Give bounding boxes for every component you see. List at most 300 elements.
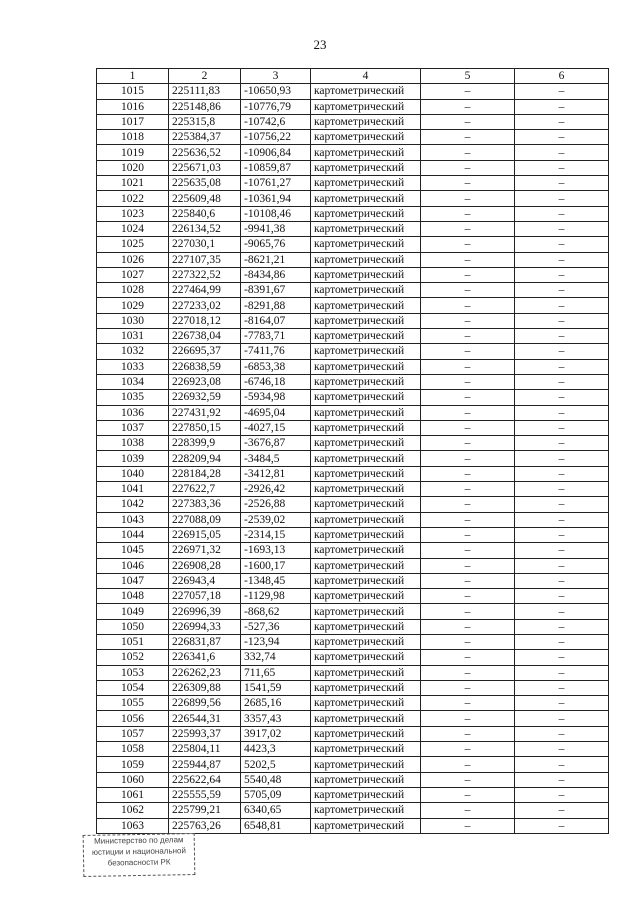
point-number-cell: 1029 <box>97 298 169 313</box>
method-cell: картометрический <box>311 482 421 497</box>
coordinates-table <box>96 68 609 834</box>
point-number-cell: 1059 <box>97 757 169 772</box>
column-6-cell: – <box>515 206 609 221</box>
table-row <box>97 84 609 99</box>
table-row <box>97 221 609 236</box>
table-row <box>97 176 609 191</box>
table-row <box>97 619 609 634</box>
point-number-cell: 1037 <box>97 420 169 435</box>
column-5-cell: – <box>421 436 515 451</box>
method-cell: картометрический <box>311 696 421 711</box>
table-row <box>97 803 609 818</box>
table-row <box>97 359 609 374</box>
table-row <box>97 267 609 282</box>
method-cell: картометрический <box>311 405 421 420</box>
x-coordinate-cell: 226908,28 <box>169 558 241 573</box>
column-header: 4 <box>311 69 421 84</box>
method-cell: картометрический <box>311 680 421 695</box>
table-row <box>97 145 609 160</box>
method-cell: картометрический <box>311 711 421 726</box>
point-number-cell: 1019 <box>97 145 169 160</box>
column-6-cell: – <box>515 711 609 726</box>
y-coordinate-cell: 4423,3 <box>241 742 311 757</box>
method-cell: картометрический <box>311 298 421 313</box>
method-cell: картометрический <box>311 634 421 649</box>
x-coordinate-cell: 226943,4 <box>169 573 241 588</box>
column-5-cell: – <box>421 405 515 420</box>
x-coordinate-cell: 225622,64 <box>169 772 241 787</box>
y-coordinate-cell: -8621,21 <box>241 252 311 267</box>
column-6-cell: – <box>515 420 609 435</box>
column-6-cell: – <box>515 543 609 558</box>
y-coordinate-cell: -6853,38 <box>241 359 311 374</box>
method-cell: картометрический <box>311 176 421 191</box>
column-6-cell: – <box>515 359 609 374</box>
table-row <box>97 390 609 405</box>
table-row <box>97 482 609 497</box>
table-row <box>97 283 609 298</box>
table-row <box>97 787 609 802</box>
table-body <box>97 84 609 834</box>
point-number-cell: 1025 <box>97 237 169 252</box>
column-5-cell: – <box>421 145 515 160</box>
table-row <box>97 604 609 619</box>
y-coordinate-cell: -5934,98 <box>241 390 311 405</box>
point-number-cell: 1022 <box>97 191 169 206</box>
column-5-cell: – <box>421 619 515 634</box>
method-cell: картометрический <box>311 604 421 619</box>
column-6-cell: – <box>515 298 609 313</box>
table-row <box>97 160 609 175</box>
column-6-cell: – <box>515 191 609 206</box>
table-row <box>97 680 609 695</box>
column-5-cell: – <box>421 818 515 833</box>
column-6-cell: – <box>515 650 609 665</box>
x-coordinate-cell: 227322,52 <box>169 267 241 282</box>
y-coordinate-cell: -3484,5 <box>241 451 311 466</box>
x-coordinate-cell: 226341,6 <box>169 650 241 665</box>
column-6-cell: – <box>515 160 609 175</box>
method-cell: картометрический <box>311 130 421 145</box>
method-cell: картометрический <box>311 99 421 114</box>
column-5-cell: – <box>421 176 515 191</box>
column-5-cell: – <box>421 650 515 665</box>
table-row <box>97 589 609 604</box>
x-coordinate-cell: 226971,32 <box>169 543 241 558</box>
table-row <box>97 650 609 665</box>
column-6-cell: – <box>515 329 609 344</box>
method-cell: картометрический <box>311 84 421 99</box>
method-cell: картометрический <box>311 221 421 236</box>
stamp-line: юстиции и национальной <box>91 846 186 857</box>
x-coordinate-cell: 227088,09 <box>169 512 241 527</box>
point-number-cell: 1061 <box>97 787 169 802</box>
column-5-cell: – <box>421 130 515 145</box>
column-5-cell: – <box>421 665 515 680</box>
y-coordinate-cell: 1541,59 <box>241 680 311 695</box>
y-coordinate-cell: -10906,84 <box>241 145 311 160</box>
column-header: 2 <box>169 69 241 84</box>
table-row <box>97 237 609 252</box>
column-header: 5 <box>421 69 515 84</box>
column-5-cell: – <box>421 543 515 558</box>
y-coordinate-cell: -8434,86 <box>241 267 311 282</box>
column-5-cell: – <box>421 527 515 542</box>
point-number-cell: 1023 <box>97 206 169 221</box>
column-5-cell: – <box>421 604 515 619</box>
y-coordinate-cell: -8391,67 <box>241 283 311 298</box>
y-coordinate-cell: -9065,76 <box>241 237 311 252</box>
method-cell: картометрический <box>311 757 421 772</box>
point-number-cell: 1057 <box>97 726 169 741</box>
column-5-cell: – <box>421 757 515 772</box>
point-number-cell: 1017 <box>97 114 169 129</box>
y-coordinate-cell: 3917,02 <box>241 726 311 741</box>
method-cell: картометрический <box>311 283 421 298</box>
registration-stamp <box>83 833 196 877</box>
column-6-cell: – <box>515 436 609 451</box>
x-coordinate-cell: 226134,52 <box>169 221 241 236</box>
column-5-cell: – <box>421 772 515 787</box>
table-row <box>97 374 609 389</box>
table-row <box>97 742 609 757</box>
column-6-cell: – <box>515 665 609 680</box>
column-6-cell: – <box>515 482 609 497</box>
method-cell: картометрический <box>311 359 421 374</box>
method-cell: картометрический <box>311 803 421 818</box>
point-number-cell: 1049 <box>97 604 169 619</box>
column-5-cell: – <box>421 634 515 649</box>
y-coordinate-cell: -10650,93 <box>241 84 311 99</box>
method-cell: картометрический <box>311 726 421 741</box>
column-5-cell: – <box>421 390 515 405</box>
point-number-cell: 1040 <box>97 466 169 481</box>
column-5-cell: – <box>421 298 515 313</box>
column-6-cell: – <box>515 237 609 252</box>
column-6-cell: – <box>515 405 609 420</box>
table-row <box>97 711 609 726</box>
table-row <box>97 206 609 221</box>
x-coordinate-cell: 225315,8 <box>169 114 241 129</box>
y-coordinate-cell: -4695,04 <box>241 405 311 420</box>
point-number-cell: 1016 <box>97 99 169 114</box>
point-number-cell: 1028 <box>97 283 169 298</box>
column-5-cell: – <box>421 99 515 114</box>
point-number-cell: 1034 <box>97 374 169 389</box>
table-row <box>97 772 609 787</box>
column-5-cell: – <box>421 267 515 282</box>
column-5-cell: – <box>421 313 515 328</box>
point-number-cell: 1058 <box>97 742 169 757</box>
table-header-row <box>97 69 609 84</box>
table-row <box>97 497 609 512</box>
table-row <box>97 726 609 741</box>
column-6-cell: – <box>515 558 609 573</box>
column-6-cell: – <box>515 221 609 236</box>
column-6-cell: – <box>515 374 609 389</box>
column-6-cell: – <box>515 84 609 99</box>
point-number-cell: 1026 <box>97 252 169 267</box>
point-number-cell: 1035 <box>97 390 169 405</box>
x-coordinate-cell: 227233,02 <box>169 298 241 313</box>
column-6-cell: – <box>515 619 609 634</box>
method-cell: картометрический <box>311 252 421 267</box>
x-coordinate-cell: 226831,87 <box>169 634 241 649</box>
table-row <box>97 512 609 527</box>
table-row <box>97 527 609 542</box>
point-number-cell: 1062 <box>97 803 169 818</box>
column-6-cell: – <box>515 114 609 129</box>
x-coordinate-cell: 225993,37 <box>169 726 241 741</box>
point-number-cell: 1030 <box>97 313 169 328</box>
column-6-cell: – <box>515 696 609 711</box>
column-5-cell: – <box>421 497 515 512</box>
table-row <box>97 818 609 833</box>
table-row <box>97 573 609 588</box>
column-5-cell: – <box>421 680 515 695</box>
method-cell: картометрический <box>311 114 421 129</box>
point-number-cell: 1053 <box>97 665 169 680</box>
point-number-cell: 1020 <box>97 160 169 175</box>
y-coordinate-cell: -8291,88 <box>241 298 311 313</box>
table-row <box>97 313 609 328</box>
column-5-cell: – <box>421 803 515 818</box>
column-5-cell: – <box>421 206 515 221</box>
y-coordinate-cell: -527,36 <box>241 619 311 634</box>
y-coordinate-cell: -10761,27 <box>241 176 311 191</box>
y-coordinate-cell: -1348,45 <box>241 573 311 588</box>
x-coordinate-cell: 226932,59 <box>169 390 241 405</box>
x-coordinate-cell: 225384,37 <box>169 130 241 145</box>
y-coordinate-cell: -4027,15 <box>241 420 311 435</box>
method-cell: картометрический <box>311 527 421 542</box>
column-5-cell: – <box>421 114 515 129</box>
point-number-cell: 1054 <box>97 680 169 695</box>
point-number-cell: 1031 <box>97 329 169 344</box>
x-coordinate-cell: 227030,1 <box>169 237 241 252</box>
x-coordinate-cell: 226994,33 <box>169 619 241 634</box>
x-coordinate-cell: 227018,12 <box>169 313 241 328</box>
column-5-cell: – <box>421 742 515 757</box>
x-coordinate-cell: 227057,18 <box>169 589 241 604</box>
column-6-cell: – <box>515 130 609 145</box>
column-5-cell: – <box>421 344 515 359</box>
x-coordinate-cell: 226695,37 <box>169 344 241 359</box>
table-row <box>97 99 609 114</box>
point-number-cell: 1056 <box>97 711 169 726</box>
y-coordinate-cell: -3676,87 <box>241 436 311 451</box>
column-6-cell: – <box>515 451 609 466</box>
page-number: 23 <box>313 37 327 52</box>
y-coordinate-cell: 5705,09 <box>241 787 311 802</box>
point-number-cell: 1024 <box>97 221 169 236</box>
column-6-cell: – <box>515 344 609 359</box>
x-coordinate-cell: 226899,56 <box>169 696 241 711</box>
x-coordinate-cell: 226838,59 <box>169 359 241 374</box>
column-5-cell: – <box>421 696 515 711</box>
point-number-cell: 1045 <box>97 543 169 558</box>
column-5-cell: – <box>421 160 515 175</box>
column-header: 3 <box>241 69 311 84</box>
y-coordinate-cell: -10742,6 <box>241 114 311 129</box>
table-row <box>97 543 609 558</box>
column-6-cell: – <box>515 604 609 619</box>
column-6-cell: – <box>515 145 609 160</box>
y-coordinate-cell: -8164,07 <box>241 313 311 328</box>
column-5-cell: – <box>421 252 515 267</box>
point-number-cell: 1046 <box>97 558 169 573</box>
column-5-cell: – <box>421 787 515 802</box>
column-5-cell: – <box>421 374 515 389</box>
point-number-cell: 1050 <box>97 619 169 634</box>
column-5-cell: – <box>421 726 515 741</box>
y-coordinate-cell: -10361,94 <box>241 191 311 206</box>
y-coordinate-cell: -2539,02 <box>241 512 311 527</box>
x-coordinate-cell: 227383,36 <box>169 497 241 512</box>
x-coordinate-cell: 225763,26 <box>169 818 241 833</box>
method-cell: картометрический <box>311 742 421 757</box>
x-coordinate-cell: 225840,6 <box>169 206 241 221</box>
point-number-cell: 1032 <box>97 344 169 359</box>
point-number-cell: 1021 <box>97 176 169 191</box>
column-6-cell: – <box>515 680 609 695</box>
y-coordinate-cell: -10108,46 <box>241 206 311 221</box>
y-coordinate-cell: -868,62 <box>241 604 311 619</box>
method-cell: картометрический <box>311 451 421 466</box>
column-5-cell: – <box>421 558 515 573</box>
method-cell: картометрический <box>311 619 421 634</box>
y-coordinate-cell: -3412,81 <box>241 466 311 481</box>
y-coordinate-cell: 332,74 <box>241 650 311 665</box>
column-6-cell: – <box>515 757 609 772</box>
method-cell: картометрический <box>311 160 421 175</box>
x-coordinate-cell: 225804,11 <box>169 742 241 757</box>
method-cell: картометрический <box>311 420 421 435</box>
method-cell: картометрический <box>311 436 421 451</box>
table-row <box>97 696 609 711</box>
column-5-cell: – <box>421 329 515 344</box>
method-cell: картометрический <box>311 772 421 787</box>
method-cell: картометрический <box>311 650 421 665</box>
column-6-cell: – <box>515 634 609 649</box>
y-coordinate-cell: -10859,87 <box>241 160 311 175</box>
y-coordinate-cell: 6548,81 <box>241 818 311 833</box>
column-6-cell: – <box>515 390 609 405</box>
column-5-cell: – <box>421 283 515 298</box>
table-row <box>97 114 609 129</box>
y-coordinate-cell: -10776,79 <box>241 99 311 114</box>
method-cell: картометрический <box>311 589 421 604</box>
point-number-cell: 1043 <box>97 512 169 527</box>
column-5-cell: – <box>421 589 515 604</box>
column-5-cell: – <box>421 221 515 236</box>
method-cell: картометрический <box>311 665 421 680</box>
table-row <box>97 451 609 466</box>
table-row <box>97 436 609 451</box>
point-number-cell: 1047 <box>97 573 169 588</box>
column-5-cell: – <box>421 711 515 726</box>
point-number-cell: 1038 <box>97 436 169 451</box>
column-6-cell: – <box>515 466 609 481</box>
table-row <box>97 420 609 435</box>
column-5-cell: – <box>421 466 515 481</box>
method-cell: картометрический <box>311 145 421 160</box>
y-coordinate-cell: 711,65 <box>241 665 311 680</box>
y-coordinate-cell: -2926,42 <box>241 482 311 497</box>
table-row <box>97 466 609 481</box>
x-coordinate-cell: 228399,9 <box>169 436 241 451</box>
column-5-cell: – <box>421 191 515 206</box>
column-5-cell: – <box>421 512 515 527</box>
x-coordinate-cell: 225944,87 <box>169 757 241 772</box>
point-number-cell: 1015 <box>97 84 169 99</box>
column-6-cell: – <box>515 742 609 757</box>
point-number-cell: 1042 <box>97 497 169 512</box>
x-coordinate-cell: 226923,08 <box>169 374 241 389</box>
x-coordinate-cell: 228184,28 <box>169 466 241 481</box>
method-cell: картометрический <box>311 313 421 328</box>
x-coordinate-cell: 227622,7 <box>169 482 241 497</box>
y-coordinate-cell: 3357,43 <box>241 711 311 726</box>
column-5-cell: – <box>421 482 515 497</box>
y-coordinate-cell: -7783,71 <box>241 329 311 344</box>
column-5-cell: – <box>421 420 515 435</box>
x-coordinate-cell: 227431,92 <box>169 405 241 420</box>
column-5-cell: – <box>421 84 515 99</box>
table-row <box>97 405 609 420</box>
y-coordinate-cell: -123,94 <box>241 634 311 649</box>
y-coordinate-cell: -2526,88 <box>241 497 311 512</box>
table-row <box>97 558 609 573</box>
x-coordinate-cell: 226544,31 <box>169 711 241 726</box>
table-row <box>97 298 609 313</box>
point-number-cell: 1027 <box>97 267 169 282</box>
point-number-cell: 1044 <box>97 527 169 542</box>
method-cell: картометрический <box>311 237 421 252</box>
column-5-cell: – <box>421 451 515 466</box>
y-coordinate-cell: 5540,48 <box>241 772 311 787</box>
table-row <box>97 757 609 772</box>
x-coordinate-cell: 225671,03 <box>169 160 241 175</box>
x-coordinate-cell: 226996,39 <box>169 604 241 619</box>
y-coordinate-cell: 6340,65 <box>241 803 311 818</box>
column-6-cell: – <box>515 772 609 787</box>
x-coordinate-cell: 225799,21 <box>169 803 241 818</box>
table-row <box>97 329 609 344</box>
x-coordinate-cell: 225148,86 <box>169 99 241 114</box>
y-coordinate-cell: -2314,15 <box>241 527 311 542</box>
method-cell: картометрический <box>311 374 421 389</box>
method-cell: картометрический <box>311 818 421 833</box>
y-coordinate-cell: -1600,17 <box>241 558 311 573</box>
column-6-cell: – <box>515 787 609 802</box>
method-cell: картометрический <box>311 558 421 573</box>
column-6-cell: – <box>515 252 609 267</box>
point-number-cell: 1041 <box>97 482 169 497</box>
point-number-cell: 1018 <box>97 130 169 145</box>
column-5-cell: – <box>421 237 515 252</box>
method-cell: картометрический <box>311 787 421 802</box>
y-coordinate-cell: -6746,18 <box>241 374 311 389</box>
x-coordinate-cell: 226309,88 <box>169 680 241 695</box>
y-coordinate-cell: 2685,16 <box>241 696 311 711</box>
table-row <box>97 130 609 145</box>
stamp-line: Министерство по делам <box>93 835 184 846</box>
y-coordinate-cell: -1129,98 <box>241 589 311 604</box>
column-6-cell: – <box>515 589 609 604</box>
point-number-cell: 1039 <box>97 451 169 466</box>
column-6-cell: – <box>515 176 609 191</box>
